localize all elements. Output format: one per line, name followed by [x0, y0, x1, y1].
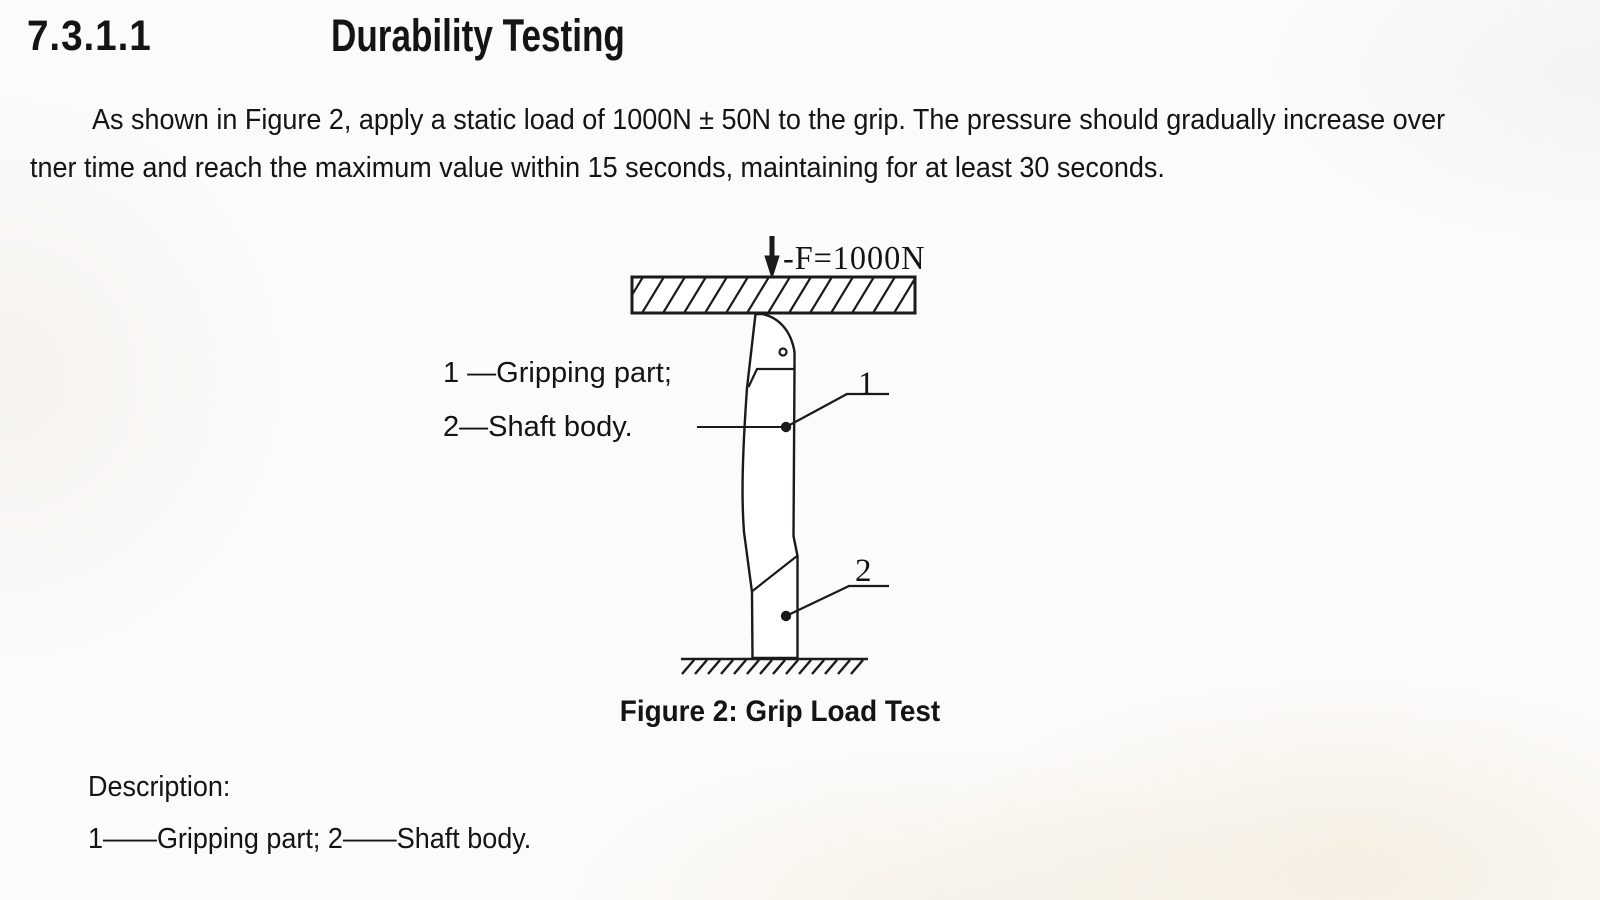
description-text: 1——Gripping part; 2——Shaft body.: [88, 823, 532, 855]
grip-load-diagram: [560, 225, 960, 685]
section-number: 7.3.1.1: [27, 12, 152, 60]
callout-1-label: 1: [858, 366, 875, 402]
callout-2-label: 2: [855, 553, 872, 589]
body-line-1: As shown in Figure 2, apply a static load of 1000N ± 50N to the grip. The pressure should gradually increase over: [92, 104, 1446, 136]
section-title: Durability Testing: [331, 10, 625, 61]
legend-item-1: 1 —Gripping part;: [443, 357, 672, 389]
ground-hatching: [682, 660, 863, 674]
force-label: -F=1000N: [783, 240, 926, 277]
description-label: Description:: [88, 771, 231, 803]
load-arrow-icon: [765, 236, 779, 278]
figure-caption: Figure 2: Grip Load Test: [619, 695, 941, 728]
shaft-outline: [743, 314, 798, 658]
body-line-2: tner time and reach the maximum value within 15 seconds, maintaining for at least 30 seconds.: [30, 152, 1165, 184]
legend-item-2: 2—Shaft body.: [443, 411, 633, 443]
